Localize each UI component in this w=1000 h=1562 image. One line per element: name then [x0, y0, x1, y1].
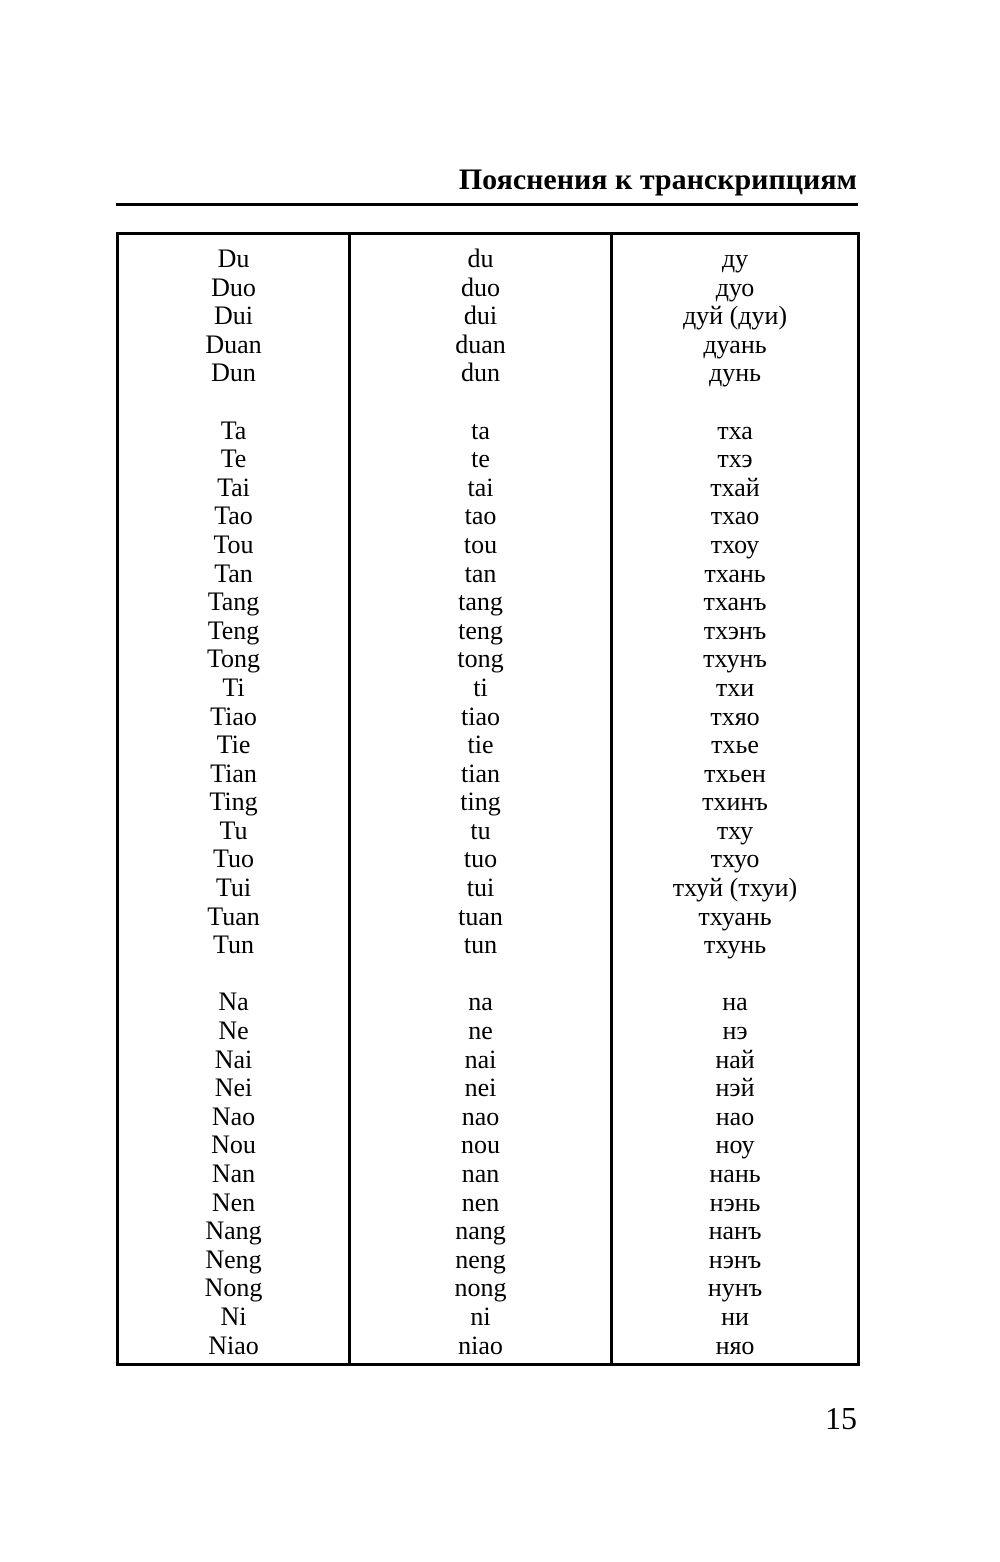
cell-russian-transcription: ноу [715, 1130, 755, 1160]
cell-russian-transcription: тханъ [703, 587, 767, 617]
cell-russian-transcription: нэнь [709, 1187, 761, 1217]
cell-pinyin-lowercase: tang [458, 587, 503, 617]
cell-russian-transcription: нэ [722, 1016, 748, 1046]
cell-pinyin-capitalized: Tu [219, 815, 248, 845]
cell-russian-transcription: ни [721, 1301, 749, 1331]
cell-pinyin-capitalized: Nan [211, 1159, 256, 1188]
cell-pinyin-lowercase: ta [471, 415, 490, 445]
cell-pinyin-lowercase: nao [461, 1101, 500, 1131]
cell-russian-transcription: тхуань [698, 901, 772, 931]
cell-pinyin-capitalized: Tuo [213, 844, 254, 874]
cell-pinyin-lowercase: tai [467, 472, 494, 502]
cell-russian-transcription: дуй (дуи) [682, 301, 788, 331]
cell-pinyin-lowercase: ting [460, 787, 501, 817]
column-pinyin-capitalized [119, 235, 351, 1363]
cell-russian-transcription: тхао [710, 501, 760, 531]
cell-pinyin-capitalized: Tian [210, 758, 257, 788]
cell-pinyin-capitalized: Tie [216, 730, 251, 760]
cell-pinyin-capitalized: Dui [214, 301, 253, 331]
cell-russian-transcription: ду [721, 244, 749, 273]
cell-pinyin-capitalized: Tou [213, 529, 254, 559]
cell-russian-transcription: тхье [711, 730, 759, 760]
cell-pinyin-capitalized: Niao [208, 1330, 259, 1360]
cell-russian-transcription: тхуо [710, 844, 760, 874]
cell-pinyin-capitalized: Te [220, 444, 247, 474]
cell-pinyin-capitalized: Tui [215, 873, 252, 903]
cell-pinyin-lowercase: tian [461, 758, 500, 788]
cell-russian-transcription: нань [709, 1159, 761, 1188]
cell-pinyin-lowercase: duan [455, 329, 506, 359]
cell-pinyin-capitalized: Nai [214, 1044, 253, 1074]
cell-pinyin-capitalized: Na [218, 987, 249, 1017]
cell-pinyin-lowercase: nai [464, 1044, 497, 1074]
cell-russian-transcription: тха [717, 415, 753, 445]
cell-pinyin-capitalized: Nang [205, 1216, 262, 1246]
page-title: Пояснения к транскрипциям [458, 163, 857, 196]
header-divider [116, 203, 858, 206]
cell-pinyin-capitalized: Neng [205, 1244, 262, 1274]
cell-russian-transcription: дунь [709, 358, 761, 388]
cell-pinyin-lowercase: du [467, 244, 494, 273]
cell-pinyin-lowercase: tiao [461, 701, 500, 731]
cell-russian-transcription: на [722, 987, 748, 1017]
column-pinyin-lowercase [351, 235, 613, 1363]
transcription-table [116, 232, 860, 1366]
cell-pinyin-capitalized: Nou [211, 1130, 256, 1160]
cell-pinyin-capitalized: Tong [206, 644, 261, 674]
cell-russian-transcription: тхинъ [702, 787, 768, 817]
cell-pinyin-capitalized: Ni [220, 1301, 247, 1331]
cell-pinyin-capitalized: Tang [207, 587, 260, 617]
cell-russian-transcription: нунъ [707, 1273, 763, 1303]
cell-pinyin-lowercase: dun [461, 358, 500, 388]
cell-pinyin-capitalized: Nong [204, 1273, 263, 1303]
cell-pinyin-lowercase: duo [461, 272, 500, 302]
cell-russian-transcription: нао [715, 1101, 755, 1131]
cell-russian-transcription: нанъ [708, 1216, 762, 1246]
cell-russian-transcription: нэй [715, 1073, 755, 1103]
cell-pinyin-capitalized: Tan [214, 558, 253, 588]
cell-pinyin-capitalized: Tai [217, 472, 250, 502]
cell-russian-transcription: дуо [715, 272, 755, 302]
cell-pinyin-lowercase: ne [468, 1016, 493, 1046]
cell-pinyin-lowercase: tu [470, 815, 491, 845]
cell-pinyin-lowercase: tan [464, 558, 497, 588]
cell-pinyin-lowercase: tong [457, 644, 504, 674]
cell-pinyin-lowercase: tou [463, 529, 498, 559]
cell-pinyin-lowercase: dui [463, 301, 498, 331]
cell-pinyin-lowercase: tun [463, 930, 498, 960]
cell-russian-transcription: тхьен [704, 758, 766, 788]
cell-russian-transcription: тхэ [717, 444, 753, 474]
cell-pinyin-capitalized: Tun [213, 930, 254, 960]
cell-pinyin-lowercase: ti [473, 672, 488, 702]
cell-pinyin-capitalized: Nen [211, 1187, 256, 1217]
page-number: 15 [825, 1400, 857, 1436]
column-russian-transcription [613, 235, 857, 1363]
cell-pinyin-lowercase: nei [464, 1073, 497, 1103]
cell-russian-transcription: тхань [704, 558, 766, 588]
cell-pinyin-capitalized: Tao [214, 501, 253, 531]
cell-russian-transcription: тху [716, 815, 754, 845]
cell-russian-transcription: тхунъ [703, 644, 767, 674]
cell-pinyin-capitalized: Ti [222, 672, 245, 702]
cell-pinyin-capitalized: Ting [209, 787, 258, 817]
cell-pinyin-lowercase: niao [458, 1330, 503, 1360]
cell-pinyin-lowercase: tuo [463, 844, 498, 874]
cell-pinyin-capitalized: Duan [205, 329, 262, 359]
cell-pinyin-lowercase: te [471, 444, 490, 474]
cell-russian-transcription: тхэнъ [703, 615, 767, 645]
cell-pinyin-lowercase: ni [470, 1301, 491, 1331]
cell-pinyin-lowercase: nong [454, 1273, 507, 1303]
cell-pinyin-capitalized: Ta [220, 415, 247, 445]
cell-russian-transcription: дуань [703, 329, 767, 359]
cell-pinyin-capitalized: Duo [211, 272, 256, 302]
cell-russian-transcription: най [715, 1044, 755, 1074]
cell-pinyin-lowercase: teng [458, 615, 503, 645]
cell-russian-transcription: тхи [715, 672, 755, 702]
cell-pinyin-capitalized: Teng [207, 615, 260, 645]
cell-russian-transcription: тхай [710, 472, 760, 502]
cell-russian-transcription: тхоу [710, 529, 760, 559]
cell-pinyin-lowercase: nou [461, 1130, 500, 1160]
cell-pinyin-lowercase: tie [467, 730, 494, 760]
cell-pinyin-capitalized: Nei [214, 1073, 253, 1103]
cell-russian-transcription: тхяо [710, 701, 760, 731]
cell-pinyin-lowercase: tuan [458, 901, 503, 931]
cell-pinyin-lowercase: tui [466, 873, 495, 903]
cell-pinyin-capitalized: Tiao [210, 701, 257, 731]
cell-pinyin-capitalized: Ne [218, 1016, 249, 1046]
cell-pinyin-lowercase: nang [455, 1216, 506, 1246]
cell-pinyin-capitalized: Du [217, 244, 250, 273]
cell-pinyin-capitalized: Nao [211, 1101, 256, 1131]
cell-pinyin-capitalized: Tuan [207, 901, 260, 931]
cell-pinyin-capitalized: Dun [211, 358, 256, 388]
cell-russian-transcription: тхуй (тхуи) [672, 873, 798, 903]
cell-russian-transcription: тхунь [703, 930, 767, 960]
cell-russian-transcription: няо [715, 1330, 755, 1360]
cell-pinyin-lowercase: na [468, 987, 493, 1017]
cell-pinyin-lowercase: nan [461, 1159, 500, 1188]
cell-russian-transcription: нэнъ [708, 1244, 762, 1274]
cell-pinyin-lowercase: nen [461, 1187, 500, 1217]
cell-pinyin-lowercase: tao [464, 501, 497, 531]
cell-pinyin-lowercase: neng [455, 1244, 506, 1274]
